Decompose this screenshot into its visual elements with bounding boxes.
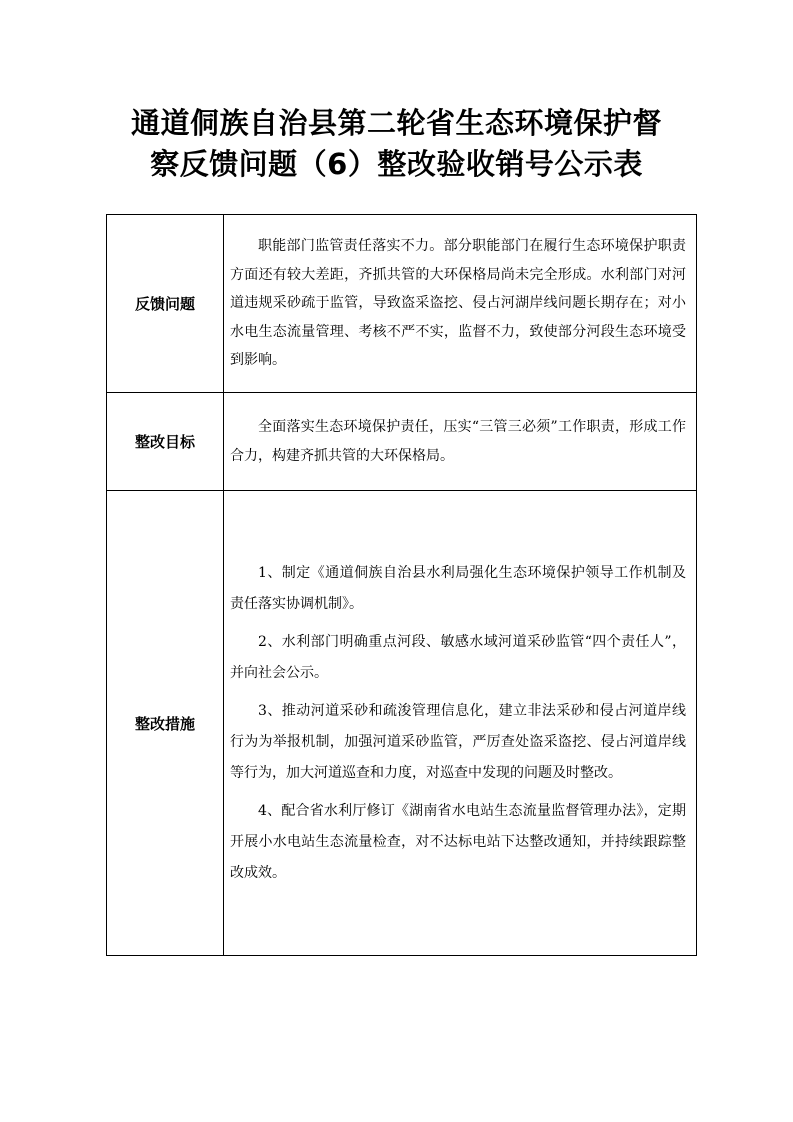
table-row-goal	[107, 393, 697, 491]
feedback-issue-text: 职能部门监管责任落实不力。部分职能部门在履行生态环境保护职责方面还有较大差距，齐抓共管的大环保格局尚未完全形成。水利部门对河道违规采砂疏于监管，导致盗采盗挖、侵占河湖岸线问题长期存在；对小水电生态流量管理、考核不严不实，监督不力，致使部分河段生态环境受到影响。	[230, 238, 686, 369]
feedback-issue-content	[224, 215, 697, 393]
rectification-goal-content	[224, 393, 697, 491]
label-feedback-issue: 反馈问题	[107, 215, 224, 393]
title-line-1: 通道侗族自治县第二轮省生态环境保护督	[130, 106, 662, 140]
rectification-table	[106, 214, 697, 956]
document-title	[0, 103, 793, 185]
label-rectification-measures: 整改措施	[107, 491, 224, 956]
measure-item-2: 2、水利部门明确重点河段、敏感水域河道采砂监管“四个责任人”，并向社会公示。	[230, 633, 686, 681]
table-row-feedback	[107, 215, 697, 393]
label-rectification-goal: 整改目标	[107, 393, 224, 491]
table-row-measures	[107, 491, 697, 956]
measure-item-4: 4、配合省水利厅修订《湖南省水电站生态流量监督管理办法》，定期开展小水电站生态流量检查，对不达标电站下达整改通知，并持续跟踪整改成效。	[230, 802, 686, 881]
measure-item-3: 3、推动河道采砂和疏浚管理信息化，建立非法采砂和侵占河道岸线行为为举报机制，加强河道采砂监管，严厉查处盗采盗挖、侵占河道岸线等行为，加大河道巡查和力度，对巡查中发现的问题及时整改。	[230, 702, 686, 781]
rectification-goal-text: 全面落实生态环境保护责任，压实“三管三必须”工作职责，形成工作合力，构建齐抓共管的大环保格局。	[230, 419, 686, 464]
measure-item-1: 1、制定《通道侗族自治县水利局强化生态环境保护领导工作机制及责任落实协调机制》。	[230, 564, 686, 612]
title-line-2: 察反馈问题（6）整改验收销号公示表	[150, 147, 643, 181]
rectification-measures-content	[224, 491, 697, 956]
